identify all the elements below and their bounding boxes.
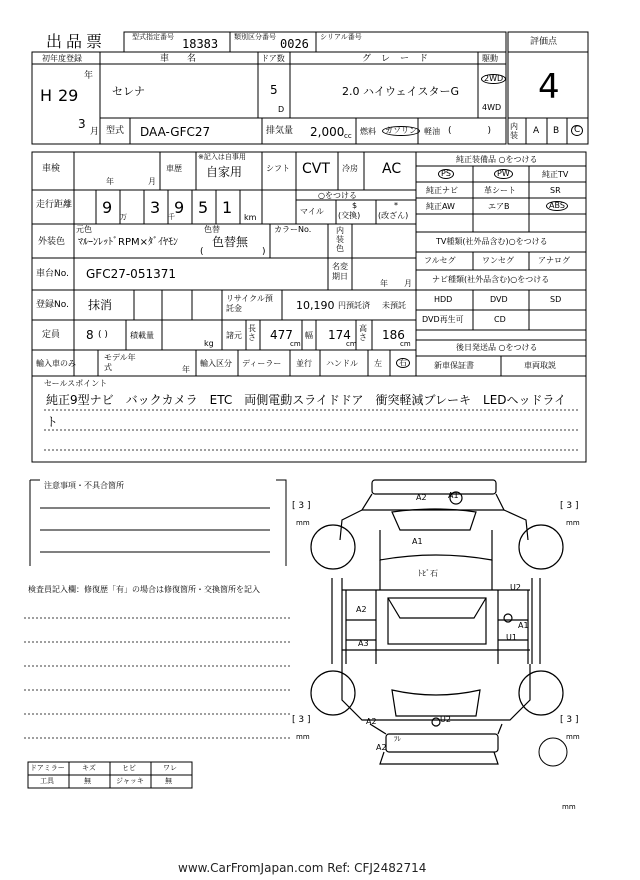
paren-open: ( [200,247,204,257]
legend-header-break: ワレ [163,764,177,772]
drive-2wd: 2WD [481,74,506,84]
dims-label: 諸元 [226,331,242,340]
navi-title: ナビ種類(社外品含む)○をつける [432,275,550,284]
reg-year: 29 [58,86,79,105]
score-label: 評価点 [530,37,558,47]
height-label: 高さ [359,324,367,342]
class-no: 0026 [280,37,309,51]
damage-bumper-fure: ﾌﾚ [394,735,401,743]
recycle-amount: 10,190 [296,299,335,312]
mileage-label: 走行距離 [36,200,73,210]
inspector-label: 検査員記入欄：修復歴「有」の場合は修復箇所・交換箇所を記入 [28,585,260,594]
color-label: 外装色 [38,237,66,247]
doors: 5 [270,83,278,97]
tv-title: TV種類(社外品含む)○をつける [436,237,548,246]
tire-unit-rl: mm [296,733,310,741]
disp-unit: cc [344,132,352,140]
usage-note: ※記入は自事用 [198,153,246,161]
tamper-symbol: * [394,201,398,210]
chassis-no: GFC27-051371 [86,267,176,281]
factory-equip-title: 純正装備品 ○をつける [456,155,538,164]
displacement: 2,000 [310,125,345,139]
damage-front-a1: A1 [448,491,459,500]
first-reg-label: 初年度登録 [42,54,82,63]
later-manual: 車両取説 [524,361,556,370]
tv-oneseg: ワンセグ [482,256,514,265]
legend-value-tool-none: 無 [84,777,91,785]
tire-depth-fr: [ 3 ] [560,501,579,511]
interior-b: B [553,126,560,136]
exchange-symbol: $ [352,201,358,210]
recycle-not: 未預託 [382,301,406,310]
damage-right-u2: U2 [510,583,521,592]
equip-sr: SR [550,186,561,195]
shift: CVT [302,161,330,177]
legend-header-mirror: ドアミラー [30,764,65,772]
repaint-label: 色替 [204,225,220,234]
equip-aw: 純正AW [426,202,455,211]
equip-leather: 革シート [484,186,516,195]
oil-label: 軽油 [424,127,440,136]
exchange-label: (交換) [338,211,361,220]
navi-sd: SD [550,295,562,304]
car-name-label: 車名 [160,54,215,64]
damage-left-a2: A2 [356,605,367,614]
mileage-digit-1: 9 [102,198,113,217]
tv-fullseg: フルセグ [424,256,456,265]
length-unit: cm [290,340,301,348]
type-no: 18383 [182,37,219,51]
shaken-label: 車検 [42,164,61,174]
recycle-deposited: 円預託済 [338,301,370,310]
height: 186 [382,328,405,342]
length: 477 [270,328,293,342]
ac: AC [382,161,402,177]
navi-cd: CD [494,315,506,324]
name-change-year: 年 [380,279,388,288]
model-year-unit: 年 [182,365,190,374]
usage: 自家用 [206,165,243,179]
recycle-label: リサイクル預託金 [226,294,273,313]
tire-unit-spare: mm [562,803,576,811]
width: 174 [328,328,351,342]
car-name: セレナ [112,85,145,98]
seats-paren: ( ) [98,330,108,340]
equip-abs: ABS [546,201,568,211]
reg-month: 3 [78,117,86,131]
repaint: 色替無 [212,235,249,249]
seats-label: 定員 [42,330,61,340]
seats: 8 [86,328,94,342]
sales-line-1: 純正9型ナビ バックカメラ ETC 両側電動スライドドア 衝突軽減ブレーキ LEDヘッドライ [46,393,567,407]
disp-label: 排気量 [266,126,294,136]
height-unit: cm [400,340,411,348]
serial-label: シリアル番号 [320,33,362,41]
tire-unit-fl: mm [296,519,310,527]
equip-ps: PS [438,169,454,179]
drive-label: 駆動 [482,54,498,63]
width-unit: cm [346,340,357,348]
mileage-digit-3: 9 [174,198,185,217]
era: H [40,86,53,105]
damage-rear-u2: U2 [440,715,451,724]
width-label: 幅 [305,331,313,340]
legend-header-crack: ヒビ [122,764,136,772]
damage-front-a2: A2 [416,493,427,502]
mileage-digit-2: 3 [150,198,161,217]
legend-value-jack: ジャッキ [116,777,144,785]
mark-label: ○をつける [318,191,357,200]
interior-label: 内装 [510,122,518,140]
tire-depth-rr: [ 3 ] [560,715,579,725]
tamper-label: (改ざん) [378,211,409,220]
handle-right: 右 [396,358,410,368]
usage-label: 車歴 [166,164,182,173]
navi-dvd: DVD [490,295,508,304]
handle-label: ハンドル [326,359,358,368]
tire-depth-fl: [ 3 ] [292,501,311,511]
equip-pw: PW [494,169,513,179]
damage-bumper-a2: A2 [376,743,387,752]
reg-label: 登録No. [36,300,69,310]
sales-label: セールスポイント [44,379,108,388]
mileage-digit-5: 1 [222,198,233,217]
chassis-label: 車台No. [36,269,69,279]
drive-4wd: 4WD [482,103,502,112]
paren-close: ) [262,247,266,257]
damage-right-a1: A1 [518,621,529,630]
shaken-year: 年 [106,177,114,186]
mileage-man: 万 [120,213,127,221]
caution-label: 注意事項・不具合箇所 [44,481,124,490]
doors-label: ドア数 [261,54,285,63]
oil-paren: ( ) [448,126,492,136]
name-change-month: 月 [404,279,412,288]
damage-hood-a1: A1 [412,537,423,546]
damage-right-u1: U1 [506,633,517,642]
later-title: 後日発送品 ○をつける [456,343,538,352]
later-warranty: 新車保証書 [434,361,474,370]
exterior-color: ﾏﾙｰﾝﾚｯﾄﾞRPM×ﾀﾞｲﾔﾓﾝ [78,237,178,248]
mileage-digit-4: 5 [198,198,209,217]
ac-label: 冷房 [342,164,358,173]
length-label: 長さ [248,324,256,342]
form-title: 出品票 [46,32,107,51]
import-label: 輸入車のみ [36,359,76,368]
tire-unit-rr: mm [566,733,580,741]
interior-c: C [571,125,583,136]
sales-line-2: ト [46,415,59,429]
month-unit: 月 [90,127,100,137]
fuel-gasoline: ガソリン [382,126,420,136]
navi-dvd-play: DVD再生可 [422,315,464,324]
navi-hdd: HDD [434,295,453,304]
tire-depth-rl: [ 3 ] [292,715,311,725]
model-label: 型式 [106,126,125,136]
tv-analog: アナログ [538,256,570,265]
name-change-label: 名変期日 [332,262,348,281]
mileage-unit: km [244,213,257,222]
load-unit: kg [204,339,214,348]
load-label: 積載量 [130,331,154,340]
damage-rear-a2: A2 [366,717,377,726]
legend-header-scratch: キズ [82,764,96,772]
shaken-month: 月 [148,177,156,186]
type-no-label: 型式指定番号 [132,33,174,41]
import-parallel: 並行 [296,359,312,368]
watermark: www.CarFromJapan.com Ref: CFJ2482714 [178,861,427,875]
fuel-label: 燃料 [360,127,376,136]
equip-tv: 純正TV [542,170,569,179]
reg-no: 抹消 [88,298,113,312]
import-dealer: ディーラー [242,359,282,368]
mile-label: マイル [300,207,324,216]
grade: 2.0 ハイウェイスターG [342,85,459,98]
interior-a: A [533,126,540,136]
orig-color-label: 元色 [76,225,92,234]
legend-value-tool: 工具 [40,777,54,785]
shift-label: シフト [266,164,290,173]
legend-value-jack-none: 無 [165,777,172,785]
int-color-label: 内装色 [336,226,344,253]
door-type: D [278,105,285,114]
score-value: 4 [538,67,560,107]
grade-label: グレード [362,54,439,64]
equip-navi: 純正ナビ [426,186,458,195]
tire-unit-fr: mm [566,519,580,527]
color-no-label: カラーNo. [274,225,312,234]
equip-airbag: エアB [488,202,510,211]
model-year-label: モデル年式 [104,353,136,372]
model: DAA-GFC27 [140,125,211,139]
year-unit: 年 [84,71,94,81]
damage-windshield: ﾄﾋﾞ石 [418,569,438,578]
mileage-sen: 千 [168,213,175,221]
spare-tire-icon [539,738,567,766]
damage-left-a3: A3 [358,639,369,648]
handle-left: 左 [374,359,382,368]
import-cat-label: 輸入区分 [200,359,232,368]
class-no-label: 類別区分番号 [234,33,276,41]
